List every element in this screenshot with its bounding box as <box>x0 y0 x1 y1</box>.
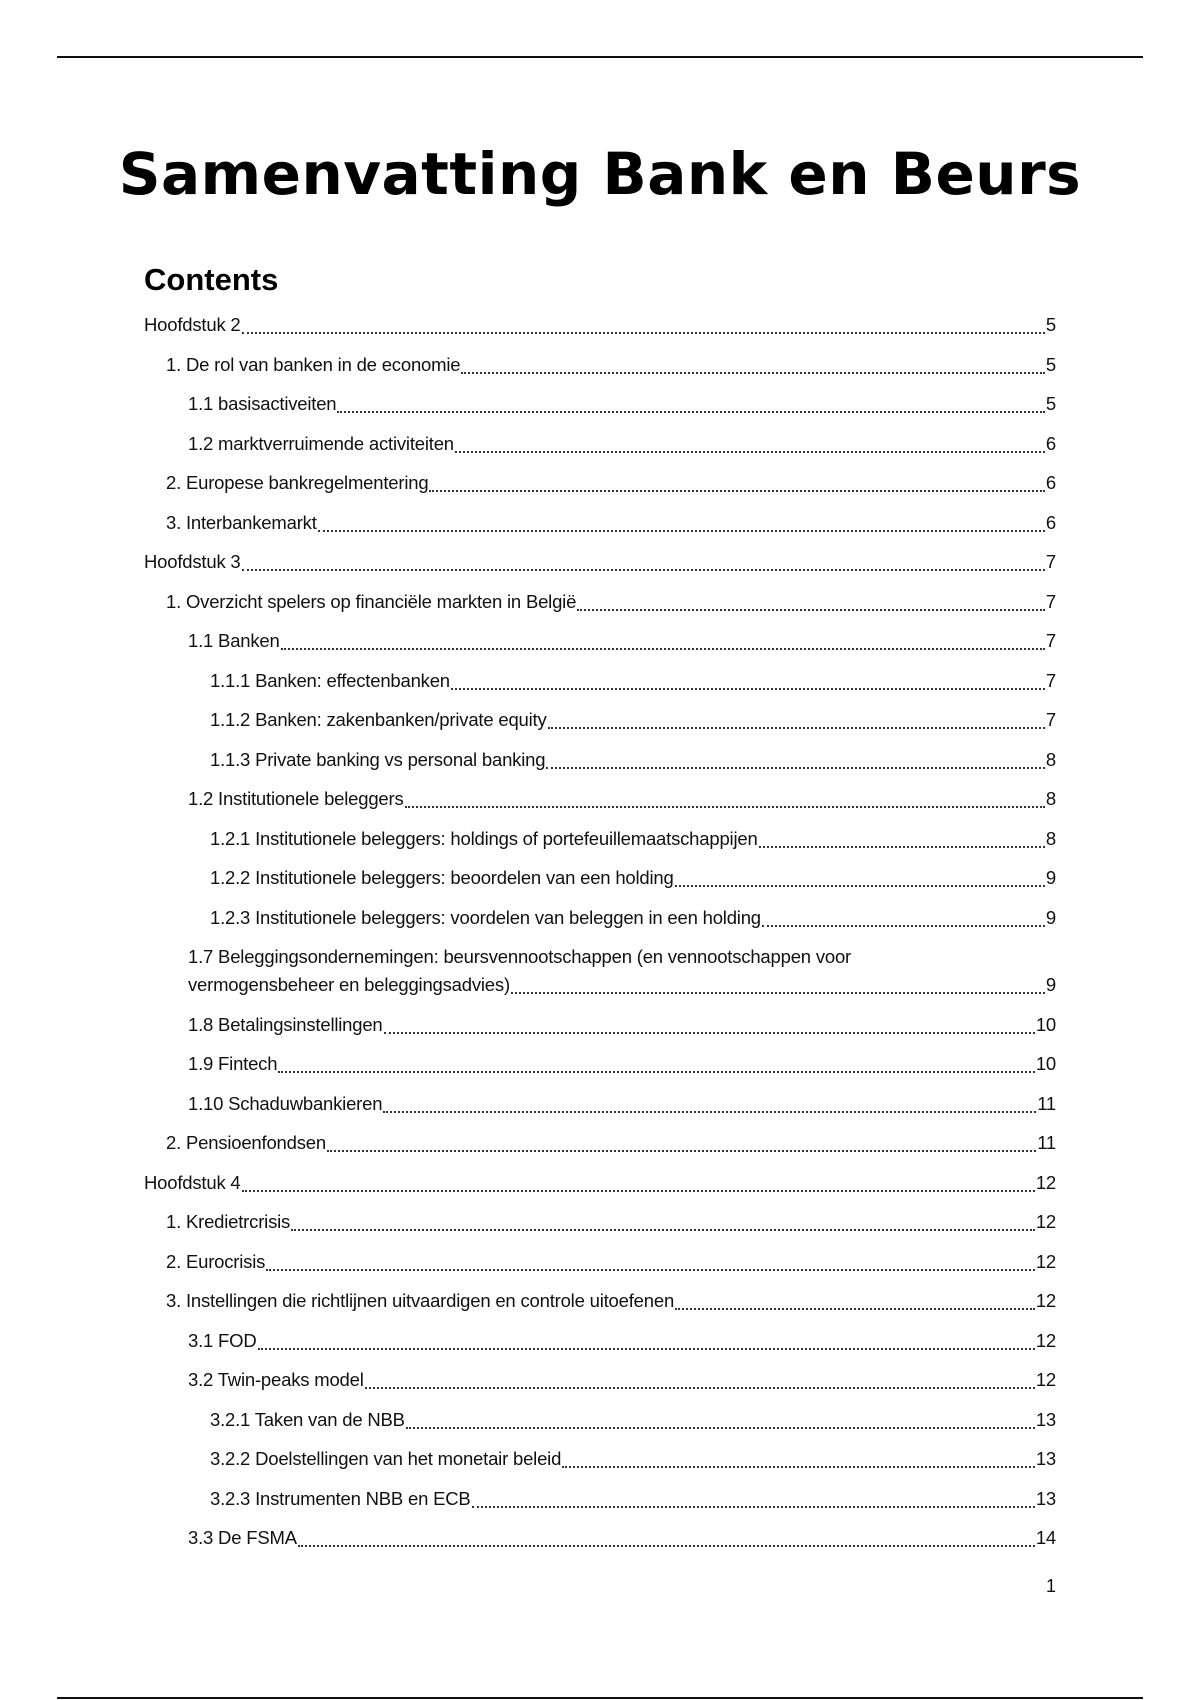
toc-entry[interactable] <box>144 864 1056 892</box>
toc-entry[interactable] <box>144 548 1056 576</box>
toc-entry-label: 1.1 Banken <box>188 630 280 651</box>
toc-entry-label: Hoofdstuk 4 <box>144 1171 241 1193</box>
toc-entry-label: 1.2 Institutionele beleggers <box>188 788 404 809</box>
toc-dot-leader <box>383 1091 1036 1113</box>
toc-dot-leader <box>461 352 1045 374</box>
toc-entry[interactable] <box>144 1327 1056 1355</box>
toc-dot-leader <box>278 1051 1034 1073</box>
toc-entry-label: 3. Instellingen die richtlijnen uitvaardigen en controle uitoefenen <box>166 1290 675 1311</box>
toc-entry-page: 11 <box>1037 1132 1056 1153</box>
toc-entry-page: 9 <box>1045 867 1056 888</box>
toc-entry-label: Hoofdstuk 2 <box>144 314 241 335</box>
toc-entry-label: 1. De rol van banken in de economie <box>166 353 461 375</box>
toc-dot-leader <box>546 747 1045 769</box>
toc-dot-leader <box>258 1328 1035 1350</box>
toc-entry[interactable] <box>144 1050 1056 1078</box>
toc-entry-page: 8 <box>1045 827 1056 849</box>
toc-dot-leader <box>455 431 1045 453</box>
toc-entry-label: 1.1 basisactiveiten <box>188 393 337 414</box>
toc-entry-page: 13 <box>1035 1487 1056 1509</box>
toc-dot-leader <box>472 1486 1035 1508</box>
toc-entry-label: 2. Eurocrisis <box>166 1250 266 1272</box>
toc-dot-leader <box>327 1130 1036 1152</box>
page-number: 1 <box>1045 1576 1056 1596</box>
toc-entry-page: 10 <box>1035 1053 1056 1074</box>
contents-heading: Contents <box>144 262 279 297</box>
toc-entry[interactable] <box>144 1524 1056 1552</box>
toc-entry-label: 3.2.3 Instrumenten NBB en ECB <box>210 1487 471 1509</box>
toc-entry[interactable] <box>144 1090 1056 1118</box>
toc-dot-leader <box>337 391 1045 413</box>
toc-entry-label: 1. Kredietrcrisis <box>166 1211 291 1232</box>
header-rule <box>57 56 1143 58</box>
toc-entry[interactable] <box>144 1485 1056 1513</box>
toc-dot-leader <box>318 510 1045 532</box>
toc-entry-page: 7 <box>1045 551 1056 572</box>
toc-entry[interactable] <box>144 1445 1056 1473</box>
toc-entry[interactable] <box>144 825 1056 853</box>
toc-entry-label: 1.1.2 Banken: zakenbanken/private equity <box>210 709 547 730</box>
toc-entry-label: 1.2.2 Institutionele beleggers: beoordelen van een holding <box>210 867 674 888</box>
toc-entry-label: 1.8 Betalingsinstellingen <box>188 1013 383 1035</box>
toc-dot-leader <box>281 628 1045 650</box>
toc-entry-page: 12 <box>1035 1211 1056 1232</box>
toc-entry-label-line1: 1.7 Beleggingsondernemingen: beursvennootschappen (en vennootschappen voor <box>188 946 852 967</box>
toc-dot-leader <box>759 826 1045 848</box>
toc-entry-label: 2. Pensioenfondsen <box>166 1132 326 1153</box>
toc-dot-leader <box>577 589 1045 611</box>
toc-entry-page: 7 <box>1045 669 1056 691</box>
toc-entry-label: Hoofdstuk 3 <box>144 551 241 572</box>
toc-entry[interactable] <box>144 1169 1056 1197</box>
toc-dot-leader <box>405 786 1045 808</box>
document-title: Samenvatting Bank en Beurs <box>118 140 1082 208</box>
toc-entry-label: 1.2.1 Institutionele beleggers: holdings of portefeuillemaatschappijen <box>210 827 758 849</box>
toc-entry[interactable] <box>144 430 1056 458</box>
toc-entry-label: 1. Overzicht spelers op financiële markten in België <box>166 590 577 612</box>
table-of-contents <box>144 311 1056 1564</box>
toc-entry-label: 1.9 Fintech <box>188 1053 278 1074</box>
toc-entry[interactable] <box>144 904 1056 932</box>
toc-entry-page: 8 <box>1045 788 1056 809</box>
toc-dot-leader <box>406 1407 1035 1429</box>
toc-entry[interactable] <box>144 1287 1056 1315</box>
toc-entry[interactable] <box>144 706 1056 734</box>
toc-entry-label: 1.2 marktverruimende activiteiten <box>188 432 454 454</box>
toc-entry[interactable] <box>144 746 1056 774</box>
toc-entry-label: 1.1.3 Private banking vs personal banking <box>210 748 546 770</box>
toc-dot-leader <box>291 1209 1035 1231</box>
toc-entry-label: 3.2.1 Taken van de NBB <box>210 1408 405 1430</box>
toc-dot-leader <box>242 1170 1035 1192</box>
toc-dot-leader <box>242 549 1045 571</box>
toc-entry-page: 12 <box>1035 1171 1056 1193</box>
toc-entry-page: 6 <box>1045 511 1056 533</box>
toc-entry-label: 1.2.3 Institutionele beleggers: voordelen van beleggen in een holding <box>210 906 761 928</box>
toc-entry-page: 12 <box>1035 1369 1056 1390</box>
toc-entry-page: 13 <box>1035 1448 1056 1469</box>
toc-entry-page: 5 <box>1045 393 1056 414</box>
toc-entry-label: 3.3 De FSMA <box>188 1527 297 1548</box>
toc-entry[interactable] <box>144 627 1056 655</box>
toc-dot-leader <box>675 1288 1035 1310</box>
toc-entry-page: 12 <box>1035 1290 1056 1311</box>
toc-entry-label: 1.10 Schaduwbankieren <box>188 1092 383 1114</box>
toc-entry-page: 13 <box>1035 1408 1056 1430</box>
toc-entry[interactable] <box>144 509 1056 537</box>
toc-entry[interactable] <box>144 588 1056 616</box>
toc-entry-label: 2. Europese bankregelmentering <box>166 472 429 493</box>
toc-entry[interactable] <box>144 390 1056 418</box>
toc-entry-page: 7 <box>1045 590 1056 612</box>
toc-entry-page: 9 <box>1045 906 1056 928</box>
toc-dot-leader <box>511 972 1045 994</box>
toc-entry-page: 7 <box>1045 709 1056 730</box>
toc-dot-leader <box>429 470 1044 492</box>
toc-entry[interactable] <box>144 311 1056 339</box>
toc-dot-leader <box>242 312 1045 334</box>
toc-entry[interactable] <box>144 351 1056 379</box>
toc-dot-leader <box>298 1525 1035 1547</box>
toc-entry-label: 3.2.2 Doelstellingen van het monetair beleid <box>210 1448 562 1469</box>
toc-dot-leader <box>762 905 1045 927</box>
toc-entry[interactable] <box>144 667 1056 695</box>
toc-entry-page: 6 <box>1045 432 1056 454</box>
toc-entry-label: 3. Interbankemarkt <box>166 511 317 533</box>
toc-dot-leader <box>365 1367 1035 1389</box>
toc-dot-leader <box>675 865 1045 887</box>
toc-dot-leader <box>384 1012 1035 1034</box>
toc-entry[interactable] <box>144 785 1056 813</box>
toc-entry-page: 11 <box>1037 1092 1056 1114</box>
toc-dot-leader <box>266 1249 1035 1271</box>
toc-entry[interactable] <box>144 943 1056 999</box>
toc-entry-page: 8 <box>1045 748 1056 770</box>
toc-entry-page: 12 <box>1035 1250 1056 1272</box>
toc-entry[interactable] <box>144 1129 1056 1157</box>
toc-entry-label: 3.2 Twin-peaks model <box>188 1369 364 1390</box>
toc-dot-leader <box>562 1446 1035 1468</box>
toc-entry[interactable] <box>144 469 1056 497</box>
toc-entry[interactable] <box>144 1248 1056 1276</box>
toc-entry-page: 12 <box>1035 1329 1056 1351</box>
toc-entry[interactable] <box>144 1406 1056 1434</box>
toc-entry[interactable] <box>144 1011 1056 1039</box>
toc-entry-page: 6 <box>1045 472 1056 493</box>
toc-entry-label: vermogensbeheer en beleggingsadvies) <box>188 974 510 995</box>
toc-dot-leader <box>548 707 1045 729</box>
toc-entry-label: 3.1 FOD <box>188 1329 257 1351</box>
toc-entry-page: 5 <box>1045 314 1056 335</box>
toc-entry[interactable] <box>144 1366 1056 1394</box>
footer-rule <box>57 1697 1143 1699</box>
toc-entry-page: 5 <box>1045 353 1056 375</box>
toc-dot-leader <box>451 668 1045 690</box>
toc-entry[interactable] <box>144 1208 1056 1236</box>
toc-entry-label: 1.1.1 Banken: effectenbanken <box>210 669 450 691</box>
toc-entry-page: 14 <box>1035 1527 1056 1548</box>
toc-entry-page: 10 <box>1035 1013 1056 1035</box>
toc-entry-page: 9 <box>1045 974 1056 995</box>
toc-entry-page: 7 <box>1045 630 1056 651</box>
